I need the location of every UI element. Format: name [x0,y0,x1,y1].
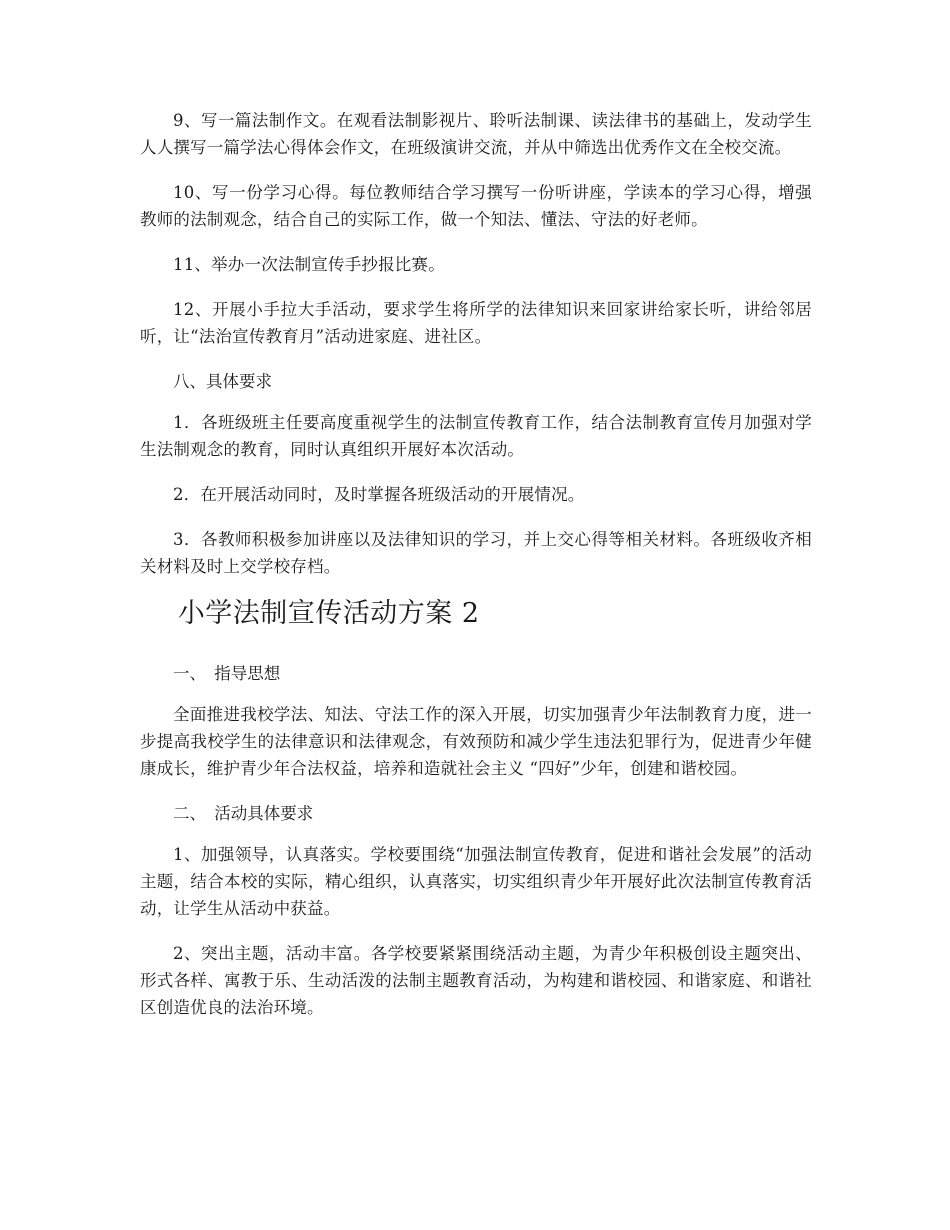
paragraph-item-9: 9、写一篇法制作文。在观看法制影视片、聆听法制课、读法律书的基础上，发动学生人人撰写一篇学法心得体会作文，在班级演讲交流，并从中筛选出优秀作文在全校交流。 [140,111,812,157]
section-heading-requirements: 八、具体要求 [173,372,272,391]
section-heading-guiding-thought: 一、 指导思想 [173,664,281,683]
document-page [140,107,812,1039]
section-heading-activity-requirements: 二、 活动具体要求 [173,804,314,823]
document-title: 小学法制宣传活动方案 2 [177,598,480,629]
paragraph-activity-requirement-1: 1、加强领导，认真落实。学校要围绕“加强法制宣传教育，促进和谐社会发展”的活动主题，结合本校的实际，精心组织，认真落实，切实组织青少年开展好此次法制宣传教育活动，让学生从活动中获益。 [140,845,812,918]
paragraph-item-11: 11、举办一次法制宣传手抄报比赛。 [173,255,445,274]
paragraph-item-12: 12、开展小手拉大手活动，要求学生将所学的法律知识来回家讲给家长听，讲给邻居听，让“法治宣传教育月”活动进家庭、进社区。 [140,300,812,346]
paragraph-requirement-3: 3．各教师积极参加讲座以及法律知识的学习，并上交心得等相关材料。各班级收齐相关材料及时上交学校存档。 [140,530,812,576]
paragraph-item-10: 10、写一份学习心得。每位教师结合学习撰写一份听讲座，学读本的学习心得，增强教师的法制观念，结合自己的实际工作，做一个知法、懂法、守法的好老师。 [140,183,812,229]
paragraph-activity-requirement-2: 2、突出主题，活动丰富。各学校要紧紧围绕活动主题，为青少年积极创设主题突出、形式各样、寓教于乐、生动活泼的法制主题教育活动，为构建和谐校园、和谐家庭、和谐社区创造优良的法治环境。 [140,944,812,1017]
paragraph-requirement-1: 1．各班级班主任要高度重视学生的法制宣传教育工作，结合法制教育宣传月加强对学生法制观念的教育，同时认真组织开展好本次活动。 [140,413,812,459]
paragraph-requirement-2: 2．在开展活动同时，及时掌握各班级活动的开展情况。 [173,485,585,504]
paragraph-guiding-thought: 全面推进我校学法、知法、守法工作的深入开展，切实加强青少年法制教育力度，进一步提高我校学生的法律意识和法律观念，有效预防和减少学生违法犯罪行为，促进青少年健康成长，维护青少年合法权益，培养和造就社会主义 “四好”少年，创建和谐校园。 [140,705,812,778]
